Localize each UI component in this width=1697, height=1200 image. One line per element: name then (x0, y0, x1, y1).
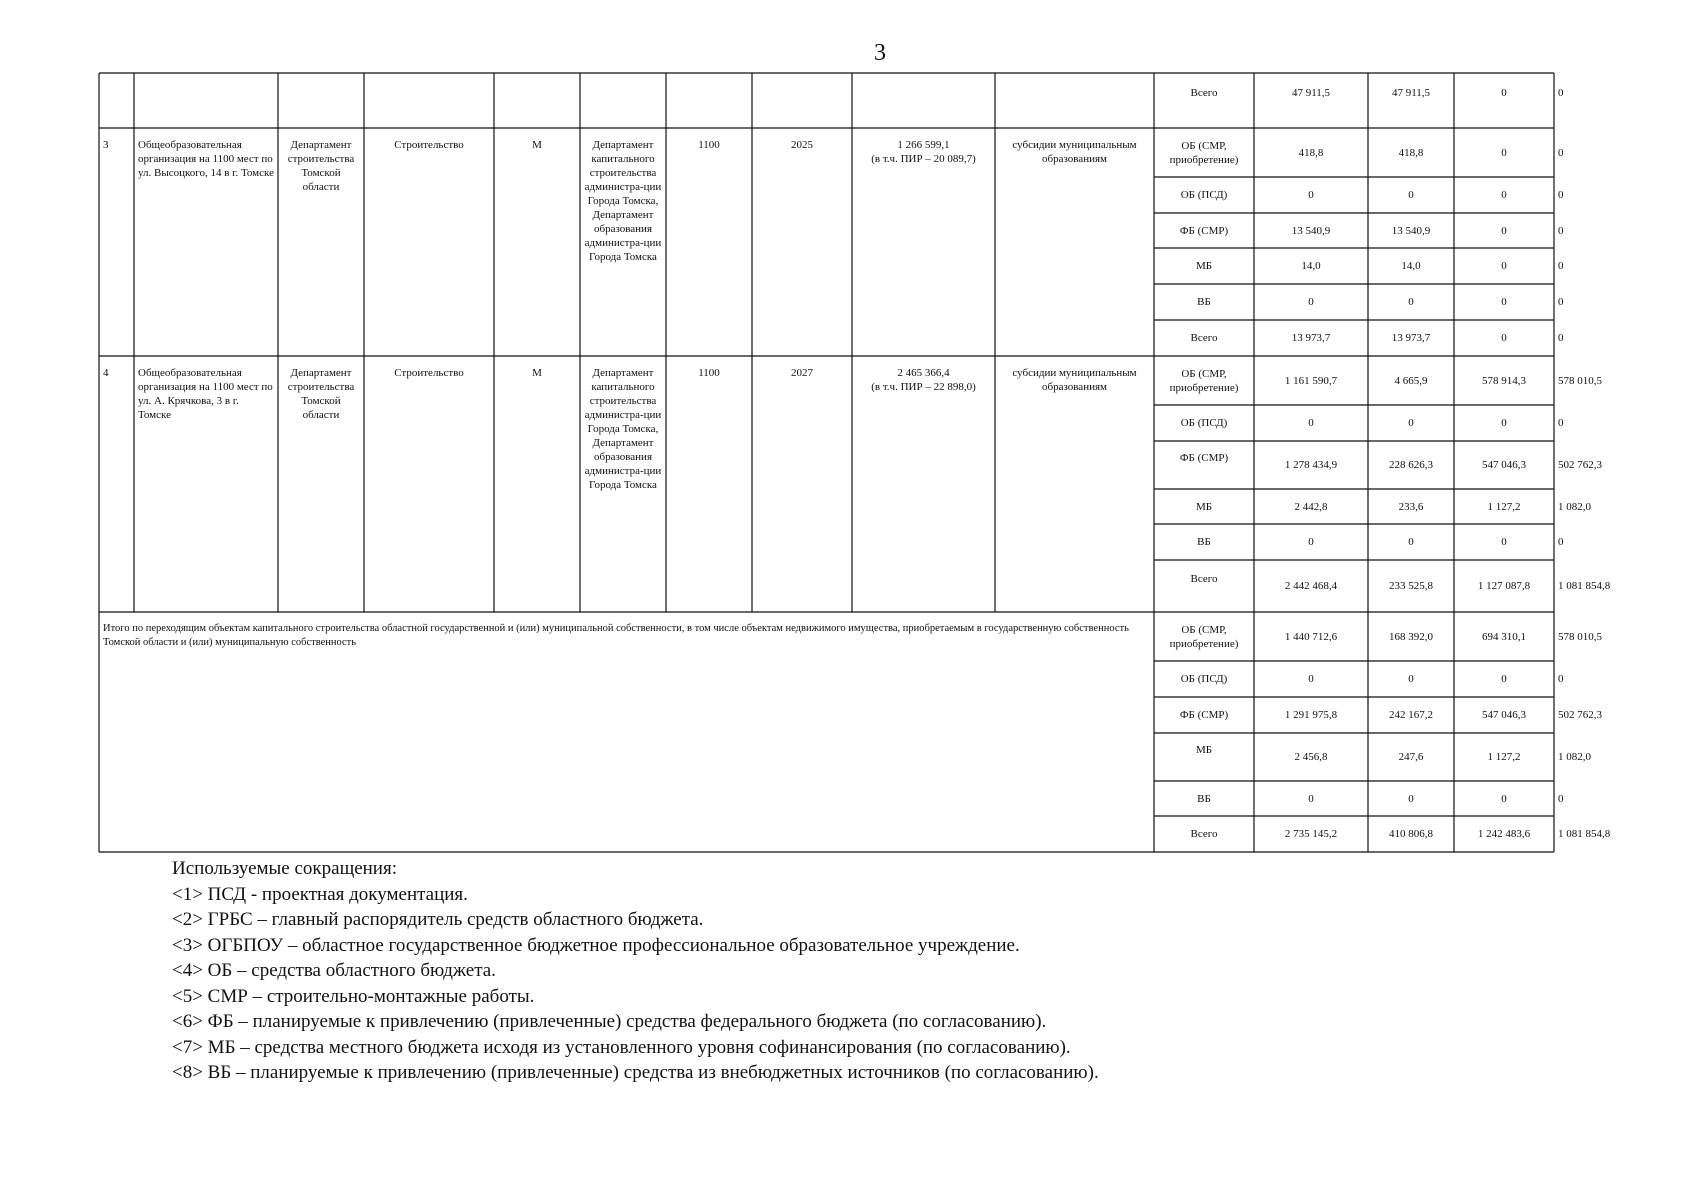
source-cell: МБ (1195, 260, 1213, 272)
value-cell: 14,0 (1401, 260, 1421, 272)
value-cell: 233,6 (1398, 500, 1424, 513)
year-cell: 2025 (791, 139, 813, 151)
value-cell: 0 (1558, 673, 1564, 685)
value-cell: 47 911,5 (1391, 87, 1431, 99)
ownership-cell: М (532, 139, 542, 151)
value-cell: 502 762,3 (1558, 709, 1602, 721)
page-number: 3 (874, 40, 886, 66)
value-cell: 13 973,7 (1391, 332, 1431, 344)
value-cell: 0 (1501, 417, 1507, 429)
value-cell: 1 242 483,6 (1477, 828, 1531, 840)
row-number: 4 (103, 367, 109, 379)
value-cell: 13 540,9 (1291, 224, 1331, 237)
ownership-cell: М (532, 367, 542, 379)
value-cell: 4 665,9 (1394, 374, 1428, 387)
source-cell: МБ (1195, 744, 1213, 756)
source-cell: ВБ (1197, 536, 1211, 548)
note-item: <7> МБ – средства местного бюджета исходя из установленного уровня софинансирования (по согласованию). (172, 1036, 1071, 1058)
value-cell: 2 442 468,4 (1284, 580, 1338, 592)
source-cell: ОБ (ПСД) (1180, 673, 1228, 685)
value-cell: 0 (1558, 417, 1564, 429)
source-cell: ВБ (1197, 296, 1211, 308)
value-cell: 2 442,8 (1294, 500, 1328, 513)
value-cell: 0 (1408, 417, 1414, 429)
value-cell: 0 (1408, 296, 1414, 308)
value-cell: 0 (1308, 296, 1314, 308)
value-cell: 694 310,1 (1482, 630, 1526, 643)
value-cell: 0 (1308, 536, 1314, 548)
value-cell: 0 (1308, 417, 1314, 429)
value-cell: 2 735 145,2 (1284, 828, 1338, 840)
value-cell: 0 (1501, 536, 1507, 548)
notes-heading: Используемые сокращения: (172, 858, 397, 879)
value-cell: 547 046,3 (1482, 709, 1526, 721)
value-cell: 1 278 434,9 (1284, 459, 1338, 471)
note-item: <4> ОБ – средства областного бюджета. (172, 960, 496, 981)
value-cell: 1 082,0 (1558, 500, 1591, 513)
grbs-cell: Департамент строительства Томской области (287, 367, 355, 421)
value-cell: 1 127,2 (1487, 500, 1521, 513)
value-cell: 578 010,5 (1558, 374, 1602, 387)
value-cell: 0 (1558, 332, 1564, 344)
funding-form-cell: субсидии муниципальным образованиям (1012, 367, 1137, 393)
value-cell: 578 914,3 (1482, 374, 1526, 387)
value-cell: 0 (1501, 87, 1507, 99)
value-cell: 47 911,5 (1291, 87, 1331, 99)
value-cell: 0 (1408, 536, 1414, 548)
source-cell: ОБ (СМР, приобретение) (1169, 367, 1239, 394)
note-item: <1> ПСД - проектная документация. (172, 883, 468, 905)
value-cell: 233 525,8 (1389, 580, 1433, 592)
value-cell: 1 082,0 (1558, 751, 1591, 763)
value-cell: 13 973,7 (1291, 332, 1331, 344)
note-item: <6> ФБ – планируемые к привлечению (привлеченные) средства федерального бюджета (по согласованию). (172, 1011, 1047, 1032)
customer-cell: Департамент капитального строительства администра-ции Города Томска, Департамент образования администра-ции Города Томска (584, 367, 662, 491)
value-cell: 2 456,8 (1294, 751, 1328, 763)
value-cell: 418,8 (1298, 146, 1324, 159)
value-cell: 1 161 590,7 (1284, 374, 1338, 387)
row-number: 3 (103, 139, 109, 151)
source-cell: ОБ (СМР, приобретение) (1169, 139, 1239, 166)
value-cell: 0 (1501, 792, 1507, 805)
value-cell: 0 (1408, 189, 1414, 201)
value-cell: 0 (1558, 146, 1564, 159)
work-type-cell: Строительство (394, 139, 464, 151)
value-cell: 1 127,2 (1487, 751, 1521, 763)
capacity-cell: 1100 (698, 367, 720, 379)
value-cell: 0 (1408, 673, 1414, 685)
value-cell: 502 762,3 (1558, 459, 1602, 471)
source-cell: ФБ (СМР) (1179, 709, 1229, 721)
value-cell: 1 127 087,8 (1477, 580, 1531, 592)
note-item: <3> ОГБПОУ – областное государственное бюджетное профессиональное образовательное учреждение. (172, 934, 1020, 956)
source-cell: ОБ (ПСД) (1180, 189, 1228, 201)
value-cell: 0 (1558, 189, 1564, 201)
source-cell: Всего (1190, 573, 1218, 585)
value-cell: 242 167,2 (1389, 709, 1433, 721)
value-cell: 0 (1501, 673, 1507, 685)
funding-form-cell: субсидии муниципальным образованиям (1012, 139, 1137, 165)
value-cell: 13 540,9 (1391, 224, 1431, 237)
value-cell: 0 (1501, 146, 1507, 159)
value-cell: 1 081 854,8 (1558, 580, 1611, 592)
source-cell: ФБ (СМР) (1179, 224, 1229, 237)
value-cell: 0 (1558, 792, 1564, 805)
grbs-cell: Департамент строительства Томской области (287, 139, 355, 193)
note-item: <2> ГРБС – главный распорядитель средств областного бюджета. (172, 909, 704, 930)
value-cell: 14,0 (1301, 260, 1321, 272)
object-name: Общеобразовательная организация на 1100 мест по ул. Высоцкого, 14 в г. Томске (138, 139, 274, 179)
note-item: <5> СМР – строительно-монтажные работы. (172, 985, 535, 1007)
note-item: <8> ВБ – планируемые к привлечению (привлеченные) средства из внебюджетных источников (по согласованию). (172, 1062, 1099, 1083)
capacity-cell: 1100 (698, 139, 720, 151)
work-type-cell: Строительство (394, 367, 464, 379)
value-cell: 0 (1308, 792, 1314, 805)
source-cell: Всего (1190, 828, 1218, 840)
value-cell: 1 081 854,8 (1558, 828, 1611, 840)
source-cell: Всего (1190, 87, 1218, 99)
value-cell: 0 (1558, 87, 1564, 99)
year-cell: 2027 (791, 367, 813, 379)
value-cell: 0 (1308, 673, 1314, 685)
value-cell: 1 291 975,8 (1284, 709, 1338, 721)
value-cell: 578 010,5 (1558, 630, 1602, 643)
value-cell: 0 (1408, 792, 1414, 805)
cost-cell: 2 465 366,4 (в т.ч. ПИР – 22 898,0) (871, 367, 976, 393)
object-name: Общеобразовательная организация на 1100 мест по ул. А. Крячкова, 3 в г. Томске (138, 367, 273, 421)
value-cell: 410 806,8 (1389, 828, 1433, 840)
abbreviations-notes (172, 856, 1099, 1086)
value-cell: 547 046,3 (1482, 459, 1526, 471)
source-cell: ОБ (СМР, приобретение) (1169, 623, 1239, 650)
value-cell: 168 392,0 (1389, 630, 1433, 643)
source-cell: ОБ (ПСД) (1180, 417, 1228, 429)
source-cell: МБ (1195, 500, 1213, 513)
value-cell: 0 (1501, 189, 1507, 201)
value-cell: 247,6 (1398, 751, 1424, 763)
value-cell: 0 (1558, 296, 1564, 308)
value-cell: 0 (1558, 536, 1564, 548)
value-cell: 0 (1308, 189, 1314, 201)
value-cell: 228 626,3 (1389, 459, 1433, 471)
value-cell: 0 (1501, 224, 1507, 237)
source-cell: ФБ (СМР) (1179, 452, 1229, 464)
value-cell: 418,8 (1398, 146, 1424, 159)
value-cell: 0 (1501, 332, 1507, 344)
value-cell: 0 (1558, 224, 1564, 237)
source-cell: Всего (1190, 332, 1218, 344)
value-cell: 0 (1501, 296, 1507, 308)
customer-cell: Департамент капитального строительства администра-ции Города Томска, Департамент образования администра-ции Города Томска (584, 139, 662, 263)
cost-cell: 1 266 599,1 (в т.ч. ПИР – 20 089,7) (871, 139, 976, 165)
value-cell: 1 440 712,6 (1284, 630, 1338, 643)
total-label: Итого по переходящим объектам капитального строительства областной государственной и (или) муниципальной собственности, в том числе объектам недвижимого имущества, приобретаемым в государственную собственность Томской области и (или) муниципальную собственность (103, 623, 1129, 648)
source-cell: ВБ (1197, 792, 1211, 805)
value-cell: 0 (1501, 260, 1507, 272)
value-cell: 0 (1558, 260, 1564, 272)
